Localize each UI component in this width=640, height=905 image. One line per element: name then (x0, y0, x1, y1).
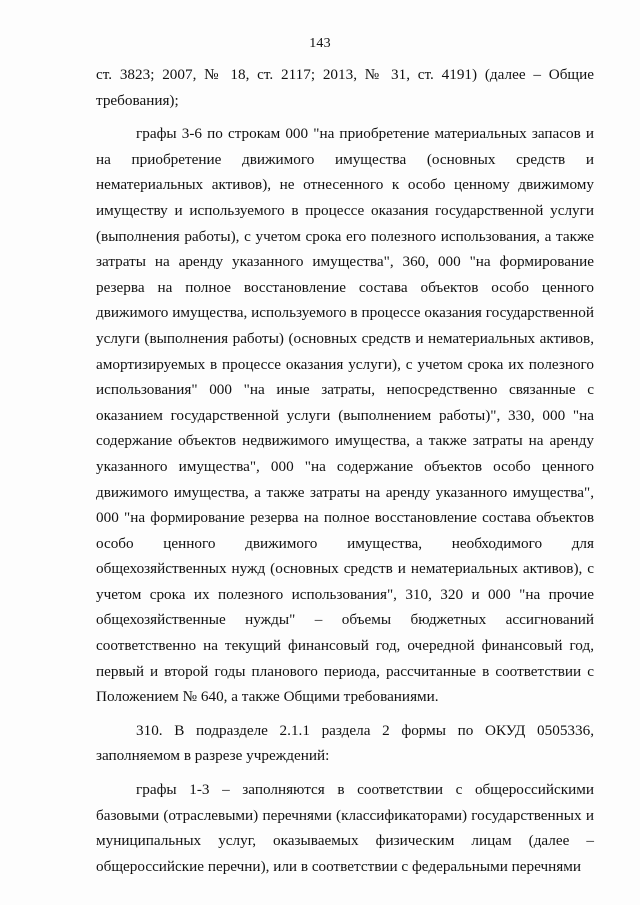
paragraph-columns-3-6: графы 3-6 по строкам 000 "на приобретение материальных запасов и на приобретение движимого имущества (основных средств и нематериальных активов), не отнесенного к особо ценному движимому имуществу и используемого в процессе оказания государственной услуги (выполнения работы), с учетом срока его полезного использования, а также затраты на аренду указанного имущества", 360, 000 "на формирование резерва на полное восстановление состава объектов особо ценного движимого имущества, используемого в процессе оказания государственной услуги (выполнения работы) (основных средств и нематериальных активов, амортизируемых в процессе оказания услуги), с учетом срока их полезного использования" 000 "на иные затраты, непосредственно связанные с оказанием государственной услуги (выполнением работы)", 330, 000 "на содержание объектов недвижимого имущества, а также затраты на аренду указанного имущества", 000 "на содержание объектов особо ценного движимого имущества, а также затраты на аренду указанного имущества", 000 "на формирование резерва на полное восстановление состава объектов особо ценного движимого имущества, необходимого для общехозяйственных нужд (основных средств и нематериальных активов), с учетом срока их полезного использования", 310, 320 и 000 "на прочие общехозяйственные нужды" – объемы бюджетных ассигнований соответственно на текущий финансовый год, очередной финансовый год, первый и второй годы планового периода, рассчитанные в соответствии с Положением № 640, а также Общими требованиями. (96, 125, 594, 706)
paragraph-gap (96, 769, 594, 777)
paragraph-columns-1-3: графы 1-3 – заполняются в соответствии с общероссийскими базовыми (отраслевыми) перечнями (классификаторами) государственных и муниципальных услуг, оказываемых физическим лицам (далее – общероссийские перечни), или в соответствии с федеральными перечнями (96, 781, 594, 875)
paragraph-item-310: 310. В подразделе 2.1.1 раздела 2 формы по ОКУД 0505336, заполняемом в разрезе учреждений: (96, 721, 594, 765)
paragraph-gap (96, 113, 594, 121)
page-number: 143 (309, 36, 331, 51)
paragraph-continuation: ст. 3823; 2007, № 18, ст. 2117; 2013, № 31, ст. 4191) (далее – Общие требования); (96, 66, 594, 109)
document-body (96, 62, 594, 879)
paragraph-gap (96, 710, 594, 718)
